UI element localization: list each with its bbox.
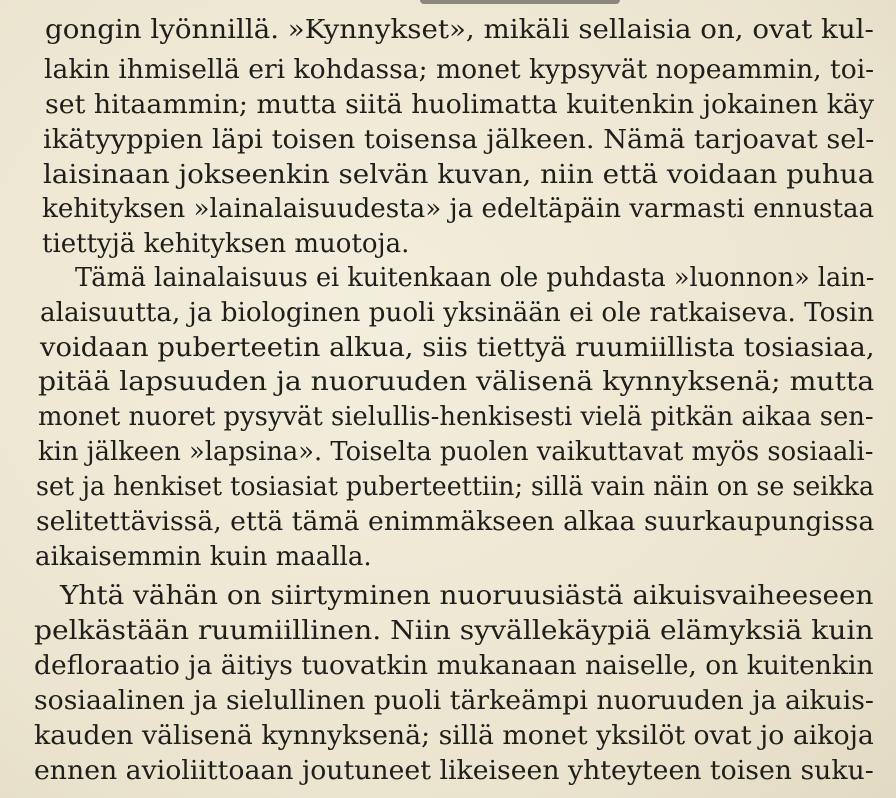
- text-line: voidaan puberteetin alkua, siis tiettyä ruumiillista tosiasiaa,: [40, 333, 875, 363]
- text-line: laisinaan jokseenkin selvän kuvan, niin että voidaan puhua: [43, 160, 875, 190]
- text-line: monet nuoret pysyvät sielullis-henkisesti vielä pitkän aikaa sen-: [38, 402, 874, 432]
- text-line: kehityksen »lainalaisuudesta» ja edeltäpäin varmasti ennustaa: [42, 194, 875, 224]
- text-line: ennen avioliittoaan joutuneet likeiseen yhteyteen toisen suku-: [34, 756, 874, 786]
- text-line: pitää lapsuuden ja nuoruuden välisenä kynnyksenä; mutta: [38, 367, 875, 397]
- text-line: Tämä lainalaisuus ei kuitenkaan ole puhdasta »luonnon» lain-: [75, 263, 875, 293]
- text-line: ikätyyppien läpi toisen toisensa jälkeen. Nämä tarjoavat sel-: [43, 125, 875, 155]
- text-line: defloraatio ja äitiys tuovatkin mukanaan naiselle, on kuitenkin: [34, 651, 874, 681]
- text-line: aikaisemmin kuin maalla.: [35, 542, 372, 572]
- text-line: set hitaammin; mutta siitä huolimatta kuitenkin jokainen käy: [45, 90, 875, 120]
- text-line: selitettävissä, että tämä enimmäkseen alkaa suurkaupungissa: [36, 507, 875, 537]
- text-line: lakin ihmisellä eri kohdassa; monet kypsyvät nopeammin, toi-: [44, 55, 875, 85]
- text-line: gongin lyönnillä. »Kynnykset», mikäli sellaisia on, ovat kul-: [45, 15, 874, 45]
- text-line: alaisuutta, ja biologinen puoli yksinään ei ole ratkaiseva. Tosin: [40, 298, 875, 328]
- text-line: Yhtä vähän on siirtyminen nuoruusiästä aikuisvaiheeseen: [60, 581, 874, 611]
- page-top-shadow: [420, 0, 620, 4]
- text-line: tiettyjä kehityksen muotoja.: [42, 229, 410, 259]
- text-line: kauden välisenä kynnyksenä; sillä monet yksilöt ovat jo aikoja: [34, 721, 874, 751]
- text-line: pelkästään ruumiillinen. Niin syvällekäypiä elämyksiä kuin: [34, 616, 874, 646]
- text-line: kin jälkeen »lapsina». Toiselta puolen vaikuttavat myös sosiaali-: [38, 437, 874, 467]
- text-line: sosiaalinen ja sielullinen puoli tärkeämpi nuoruuden ja aikuis-: [34, 686, 874, 716]
- text-line: set ja henkiset tosiasiat puberteettiin; sillä vain näin on se seikka: [36, 472, 875, 502]
